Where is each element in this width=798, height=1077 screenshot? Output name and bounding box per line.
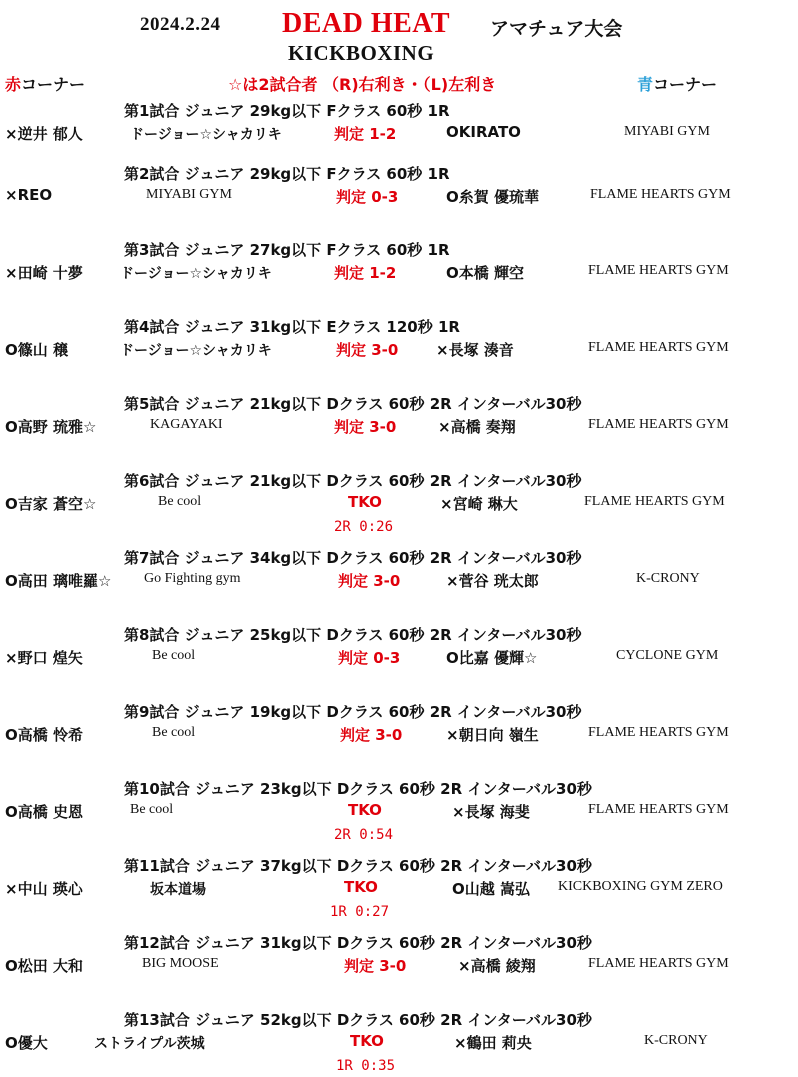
red-gym: 坂本道場	[150, 882, 206, 898]
red-gym: MIYABI GYM	[146, 187, 232, 202]
match-result: 判定 3-0	[334, 418, 397, 436]
match-result: 判定 3-0	[338, 572, 401, 590]
red-fighter: O高田 璃唯羅☆	[5, 572, 112, 590]
blue-fighter: ×長塚 海斐	[452, 803, 530, 821]
blue-fighter: OKIRATO	[446, 123, 521, 141]
blue-fighter: O比嘉 優輝☆	[446, 649, 538, 667]
blue-gym: FLAME HEARTS GYM	[588, 956, 729, 971]
blue-gym: K-CRONY	[636, 571, 700, 586]
finish-time: 2R 0:26	[334, 519, 394, 535]
red-corner-mark: 赤	[5, 75, 22, 94]
red-gym: ドージョー☆シャカリキ	[130, 127, 282, 143]
red-fighter: O高橋 怜希	[5, 726, 83, 744]
legend-note: ☆は2試合者 （R)右利き・（L)左利き	[228, 75, 497, 94]
blue-corner-label	[637, 72, 717, 95]
red-gym: ストライプル茨城	[94, 1036, 205, 1052]
blue-gym: FLAME HEARTS GYM	[588, 802, 729, 817]
blue-gym: FLAME HEARTS GYM	[590, 187, 731, 202]
red-gym: BIG MOOSE	[142, 956, 219, 971]
match-result: 判定 1-2	[334, 264, 397, 282]
red-fighter: O高野 琉雅☆	[5, 418, 97, 436]
blue-corner-mark: 青	[637, 75, 654, 94]
blue-gym: FLAME HEARTS GYM	[588, 340, 729, 355]
match-result: 判定 3-0	[336, 341, 399, 359]
finish-time: 1R 0:35	[336, 1058, 396, 1074]
match-header: 第13試合 ジュニア 52kg以下 Dクラス 60秒 2R インターバル30秒	[124, 1011, 592, 1029]
match-result: 判定 1-2	[334, 125, 397, 143]
blue-fighter: O本橋 輝空	[446, 264, 524, 282]
red-gym: Be cool	[158, 494, 202, 509]
blue-gym: FLAME HEARTS GYM	[588, 417, 729, 432]
blue-fighter: ×菅谷 珖太郎	[446, 572, 539, 590]
red-corner-label	[5, 72, 85, 95]
finish-time: 1R 0:27	[330, 904, 390, 920]
match-header: 第2試合 ジュニア 29kg以下 Fクラス 60秒 1R	[124, 165, 450, 183]
red-fighter: O優大	[5, 1034, 48, 1052]
red-fighter: ×REO	[5, 186, 53, 204]
blue-gym: FLAME HEARTS GYM	[584, 494, 725, 509]
match-result: TKO	[350, 1032, 384, 1050]
red-fighter: ×田崎 十夢	[5, 264, 83, 282]
blue-fighter: O山越 嵩弘	[452, 880, 530, 898]
match-header: 第11試合 ジュニア 37kg以下 Dクラス 60秒 2R インターバル30秒	[124, 857, 592, 875]
red-gym: Be cool	[130, 802, 174, 817]
event-date: 2024.2.24	[140, 14, 221, 35]
blue-fighter: ×宮崎 琳大	[440, 495, 518, 513]
blue-fighter: ×鶴田 莉央	[454, 1034, 532, 1052]
match-result: TKO	[348, 493, 382, 511]
match-result: 判定 3-0	[344, 957, 407, 975]
red-gym: Go Fighting gym	[144, 571, 241, 586]
blue-gym: MIYABI GYM	[624, 124, 710, 139]
blue-fighter: O糸賀 優琉華	[446, 188, 539, 206]
blue-gym: K-CRONY	[644, 1033, 708, 1048]
match-result: 判定 3-0	[340, 726, 403, 744]
red-fighter: O高橋 史恩	[5, 803, 83, 821]
red-fighter: O吉家 蒼空☆	[5, 495, 97, 513]
red-gym: ドージョー☆シャカリキ	[120, 343, 272, 359]
blue-fighter: ×高橋 奏翔	[438, 418, 516, 436]
match-result: 判定 0-3	[336, 188, 399, 206]
blue-gym: FLAME HEARTS GYM	[588, 263, 729, 278]
blue-gym: FLAME HEARTS GYM	[588, 725, 729, 740]
red-gym: ドージョー☆シャカリキ	[120, 266, 272, 282]
match-header: 第8試合 ジュニア 25kg以下 Dクラス 60秒 2R インターバル30秒	[124, 626, 582, 644]
finish-time: 2R 0:54	[334, 827, 394, 843]
red-fighter: ×逆井 郁人	[5, 125, 83, 143]
match-header: 第7試合 ジュニア 34kg以下 Dクラス 60秒 2R インターバル30秒	[124, 549, 582, 567]
match-header: 第3試合 ジュニア 27kg以下 Fクラス 60秒 1R	[124, 241, 450, 259]
blue-fighter: ×高橋 綾翔	[458, 957, 536, 975]
red-gym: KAGAYAKI	[150, 417, 223, 432]
red-fighter: O松田 大和	[5, 957, 83, 975]
match-result: TKO	[344, 878, 378, 896]
blue-fighter: ×長塚 湊音	[436, 341, 514, 359]
red-gym: Be cool	[152, 725, 196, 740]
match-result: 判定 0-3	[338, 649, 401, 667]
match-header: 第10試合 ジュニア 23kg以下 Dクラス 60秒 2R インターバル30秒	[124, 780, 592, 798]
match-header: 第6試合 ジュニア 21kg以下 Dクラス 60秒 2R インターバル30秒	[124, 472, 582, 490]
red-gym: Be cool	[152, 648, 196, 663]
match-header: 第9試合 ジュニア 19kg以下 Dクラス 60秒 2R インターバル30秒	[124, 703, 582, 721]
match-header: 第5試合 ジュニア 21kg以下 Dクラス 60秒 2R インターバル30秒	[124, 395, 582, 413]
match-result: TKO	[348, 801, 382, 819]
blue-fighter: ×朝日向 嶺生	[446, 726, 539, 744]
red-fighter: ×中山 瑛心	[5, 880, 83, 898]
blue-gym: CYCLONE GYM	[616, 648, 719, 663]
blue-gym: KICKBOXING GYM ZERO	[558, 879, 723, 894]
match-header: 第1試合 ジュニア 29kg以下 Fクラス 60秒 1R	[124, 102, 450, 120]
event-name: DEAD HEAT	[282, 8, 451, 39]
match-header: 第4試合 ジュニア 31kg以下 Eクラス 120秒 1R	[124, 318, 460, 336]
red-fighter: O篠山 穣	[5, 341, 68, 359]
red-fighter: ×野口 煌矢	[5, 649, 83, 667]
blue-corner-text: コーナー	[653, 75, 718, 94]
match-header: 第12試合 ジュニア 31kg以下 Dクラス 60秒 2R インターバル30秒	[124, 934, 592, 952]
discipline-title: KICKBOXING	[288, 41, 435, 65]
red-corner-text: コーナー	[21, 75, 86, 94]
event-subtitle: アマチュア大会	[490, 18, 623, 40]
